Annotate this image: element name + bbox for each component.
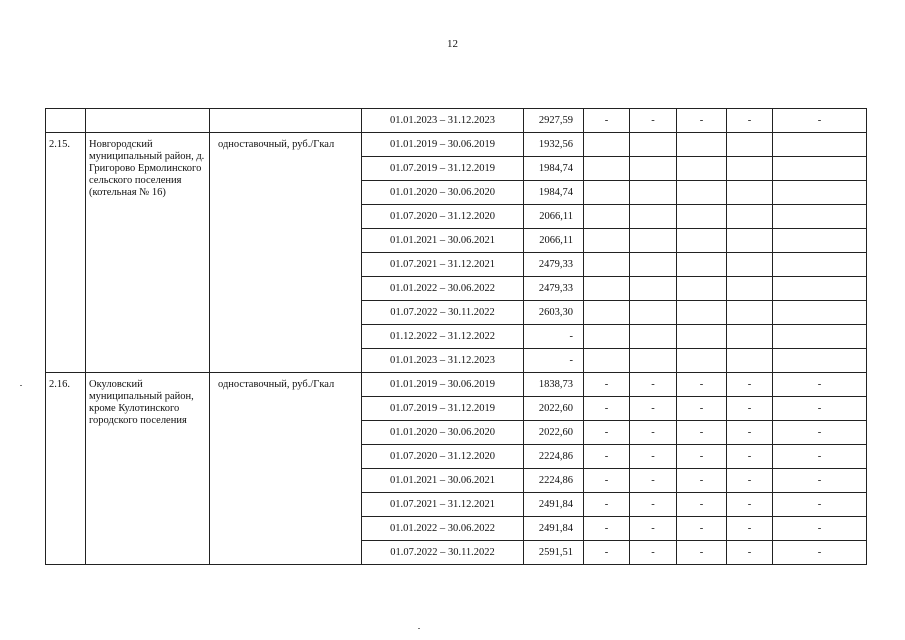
dash-cell: - (630, 469, 677, 493)
tariff-value-cell: - (524, 325, 584, 349)
section-number-cell: 2.15. (46, 133, 86, 373)
dash-cell: - (773, 493, 867, 517)
tariff-table (45, 108, 867, 565)
period-cell: 01.01.2021 – 30.06.2021 (362, 229, 524, 253)
period-cell: 01.12.2022 – 31.12.2022 (362, 325, 524, 349)
dash-cell: - (630, 517, 677, 541)
dash-cell (727, 229, 773, 253)
dash-cell (630, 181, 677, 205)
tariff-type-cell (210, 109, 362, 133)
dash-cell: - (630, 493, 677, 517)
period-cell: 01.07.2022 – 30.11.2022 (362, 301, 524, 325)
tariff-value-cell: 2479,33 (524, 253, 584, 277)
period-cell: 01.01.2023 – 31.12.2023 (362, 109, 524, 133)
period-cell: 01.01.2019 – 30.06.2019 (362, 133, 524, 157)
tariff-value-cell: 1838,73 (524, 373, 584, 397)
period-cell: 01.01.2019 – 30.06.2019 (362, 373, 524, 397)
dash-cell: - (584, 109, 630, 133)
dash-cell: - (727, 469, 773, 493)
dash-cell (584, 205, 630, 229)
dash-cell: - (584, 397, 630, 421)
dash-cell (630, 157, 677, 181)
dash-cell (773, 205, 867, 229)
tariff-value-cell: 1984,74 (524, 157, 584, 181)
dash-cell (677, 157, 727, 181)
dash-cell (773, 277, 867, 301)
dash-cell (677, 349, 727, 373)
dash-cell (773, 301, 867, 325)
dash-cell (727, 181, 773, 205)
dash-cell (677, 205, 727, 229)
period-cell: 01.01.2022 – 30.06.2022 (362, 277, 524, 301)
dash-cell: - (677, 517, 727, 541)
period-cell: 01.07.2021 – 31.12.2021 (362, 493, 524, 517)
tariff-value-cell: 2066,11 (524, 205, 584, 229)
dash-cell (630, 253, 677, 277)
dash-cell: - (584, 421, 630, 445)
dash-cell: - (584, 517, 630, 541)
dash-cell (773, 133, 867, 157)
dash-cell (630, 301, 677, 325)
period-cell: 01.07.2020 – 31.12.2020 (362, 205, 524, 229)
dash-cell: - (727, 421, 773, 445)
tariff-type-cell: одноставочный, руб./Гкал (210, 373, 362, 565)
scan-speck (20, 385, 22, 386)
dash-cell: - (727, 541, 773, 565)
dash-cell (677, 253, 727, 277)
dash-cell: - (584, 445, 630, 469)
dash-cell (727, 253, 773, 277)
dash-cell (630, 325, 677, 349)
dash-cell: - (773, 373, 867, 397)
section-number-cell: 2.16. (46, 373, 86, 565)
dash-cell: - (630, 445, 677, 469)
dash-cell (630, 133, 677, 157)
area-name-cell: Новгородский муниципальный район, д. Григорово Ермолинского сельского поселения (котельная № 16) (86, 133, 210, 373)
tariff-value-cell: - (524, 349, 584, 373)
dash-cell: - (630, 397, 677, 421)
section-number-cell (46, 109, 86, 133)
dash-cell (677, 301, 727, 325)
tariff-value-cell: 2022,60 (524, 421, 584, 445)
dash-cell: - (630, 373, 677, 397)
dash-cell (773, 253, 867, 277)
dash-cell: - (727, 397, 773, 421)
dash-cell: - (677, 109, 727, 133)
tariff-value-cell: 2927,59 (524, 109, 584, 133)
dash-cell: - (727, 109, 773, 133)
dash-cell: - (773, 445, 867, 469)
dash-cell: - (773, 541, 867, 565)
scan-speck (418, 628, 420, 629)
dash-cell: - (727, 373, 773, 397)
page-number: 12 (447, 38, 458, 50)
tariff-value-cell: 2491,84 (524, 517, 584, 541)
tariff-value-cell: 1984,74 (524, 181, 584, 205)
dash-cell: - (630, 109, 677, 133)
dash-cell (584, 301, 630, 325)
period-cell: 01.07.2019 – 31.12.2019 (362, 397, 524, 421)
dash-cell (727, 157, 773, 181)
dash-cell (773, 181, 867, 205)
dash-cell: - (677, 373, 727, 397)
tariff-value-cell: 2491,84 (524, 493, 584, 517)
period-cell: 01.07.2021 – 31.12.2021 (362, 253, 524, 277)
period-cell: 01.01.2021 – 30.06.2021 (362, 469, 524, 493)
dash-cell (584, 325, 630, 349)
tariff-value-cell: 1932,56 (524, 133, 584, 157)
dash-cell (773, 229, 867, 253)
dash-cell (584, 157, 630, 181)
dash-cell: - (773, 421, 867, 445)
dash-cell: - (677, 397, 727, 421)
table-row (46, 109, 867, 133)
tariff-value-cell: 2224,86 (524, 445, 584, 469)
dash-cell (727, 133, 773, 157)
dash-cell (584, 349, 630, 373)
period-cell: 01.07.2020 – 31.12.2020 (362, 445, 524, 469)
area-name-cell (86, 109, 210, 133)
area-name-cell: Окуловский муниципальный район, кроме Кулотинского городского поселения (86, 373, 210, 565)
dash-cell: - (677, 469, 727, 493)
tariff-value-cell: 2479,33 (524, 277, 584, 301)
tariff-type-cell: одноставочный, руб./Гкал (210, 133, 362, 373)
dash-cell (630, 349, 677, 373)
dash-cell: - (727, 517, 773, 541)
dash-cell (630, 229, 677, 253)
dash-cell: - (677, 493, 727, 517)
dash-cell: - (630, 541, 677, 565)
dash-cell (727, 349, 773, 373)
dash-cell (584, 133, 630, 157)
dash-cell: - (727, 493, 773, 517)
dash-cell: - (584, 373, 630, 397)
period-cell: 01.01.2020 – 30.06.2020 (362, 181, 524, 205)
dash-cell (773, 157, 867, 181)
dash-cell: - (584, 469, 630, 493)
dash-cell: - (630, 421, 677, 445)
dash-cell (677, 229, 727, 253)
dash-cell (584, 277, 630, 301)
tariff-value-cell: 2591,51 (524, 541, 584, 565)
dash-cell: - (773, 517, 867, 541)
dash-cell (630, 277, 677, 301)
dash-cell (584, 253, 630, 277)
dash-cell: - (773, 397, 867, 421)
dash-cell (773, 325, 867, 349)
dash-cell (677, 277, 727, 301)
period-cell: 01.01.2020 – 30.06.2020 (362, 421, 524, 445)
period-cell: 01.07.2022 – 30.11.2022 (362, 541, 524, 565)
dash-cell: - (677, 541, 727, 565)
dash-cell: - (677, 421, 727, 445)
dash-cell (584, 229, 630, 253)
period-cell: 01.01.2023 – 31.12.2023 (362, 349, 524, 373)
dash-cell: - (773, 109, 867, 133)
dash-cell: - (584, 541, 630, 565)
table-row (46, 133, 867, 157)
dash-cell: - (773, 469, 867, 493)
table-row (46, 373, 867, 397)
tariff-value-cell: 2224,86 (524, 469, 584, 493)
tariff-table-body (46, 109, 867, 565)
dash-cell (727, 325, 773, 349)
dash-cell (727, 277, 773, 301)
dash-cell (727, 205, 773, 229)
tariff-value-cell: 2066,11 (524, 229, 584, 253)
dash-cell (584, 181, 630, 205)
dash-cell: - (727, 445, 773, 469)
period-cell: 01.07.2019 – 31.12.2019 (362, 157, 524, 181)
dash-cell (630, 205, 677, 229)
dash-cell (727, 301, 773, 325)
dash-cell (677, 325, 727, 349)
dash-cell (773, 349, 867, 373)
tariff-value-cell: 2022,60 (524, 397, 584, 421)
period-cell: 01.01.2022 – 30.06.2022 (362, 517, 524, 541)
dash-cell: - (677, 445, 727, 469)
dash-cell (677, 181, 727, 205)
dash-cell: - (584, 493, 630, 517)
tariff-value-cell: 2603,30 (524, 301, 584, 325)
dash-cell (677, 133, 727, 157)
